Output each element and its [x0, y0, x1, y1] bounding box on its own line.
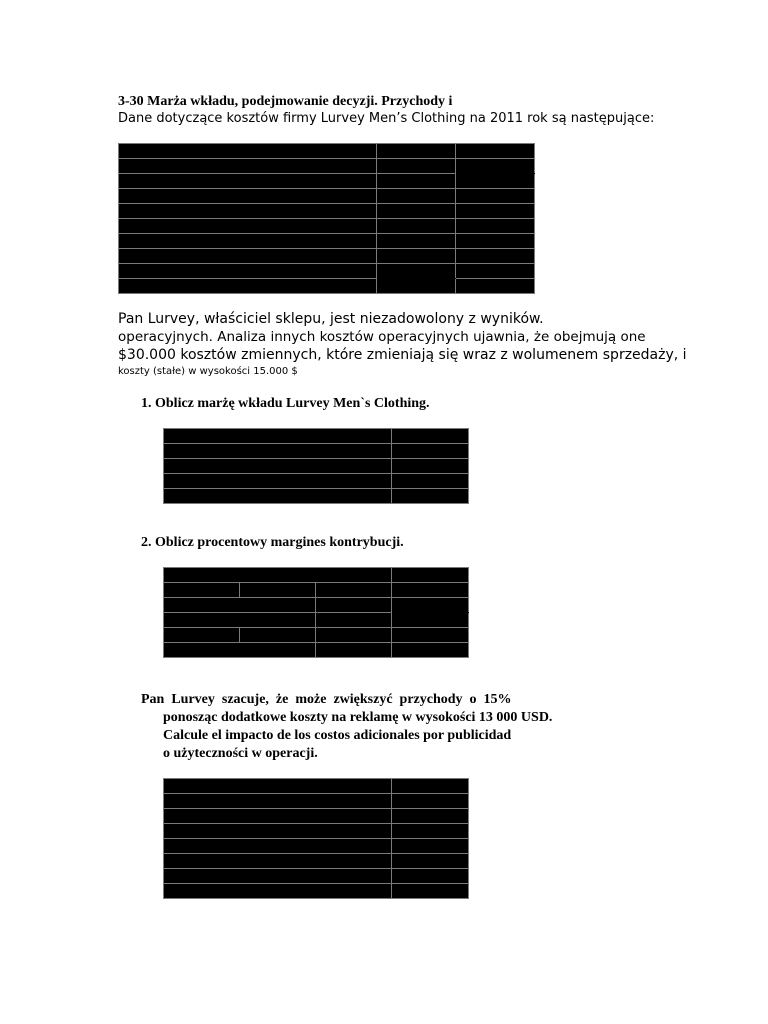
- document-title: 3-30 Marża wkładu, podejmowanie decyzji. Przychody i: [118, 94, 453, 109]
- paragraph-line-2: operacyjnych. Analiza innych kosztów operacyjnych ujawnia, że obejmują one: [118, 329, 646, 345]
- question-3-line-2: ponosząc dodatkowe koszty na reklamę w wysokości 13 000 USD.: [163, 710, 553, 725]
- question-3-line-1: Pan Lurvey szacuje, że może zwiększyć przychody o 15%: [141, 692, 512, 707]
- paragraph-line-3: $30.000 kosztów zmiennych, które zmieniają się wraz z wolumenem sprzedaży, i: [118, 347, 687, 363]
- question-1: 1. Oblicz marżę wkładu Lurvey Men`s Clothing.: [141, 396, 430, 411]
- question-2: 2. Oblicz procentowy margines kontrybucji.: [141, 535, 404, 550]
- paragraph-line-1: Pan Lurvey, właściciel sklepu, jest niezadowolony z wyników.: [118, 311, 544, 327]
- contribution-margin-table-redacted: [163, 428, 469, 504]
- cost-table-redacted: [118, 143, 535, 294]
- paragraph-line-4: koszty (stałe) w wysokości 15.000 $: [118, 366, 298, 377]
- question-3-line-4: o użyteczności w operacji.: [163, 746, 318, 761]
- intro-text: Dane dotyczące kosztów firmy Lurvey Men’s Clothing na 2011 rok są następujące:: [118, 111, 655, 126]
- percentage-margin-table-redacted: [163, 567, 469, 658]
- question-3-line-3: Calcule el impacto de los costos adicionales por publicidad: [163, 728, 512, 743]
- advertising-impact-table-redacted: [163, 778, 469, 899]
